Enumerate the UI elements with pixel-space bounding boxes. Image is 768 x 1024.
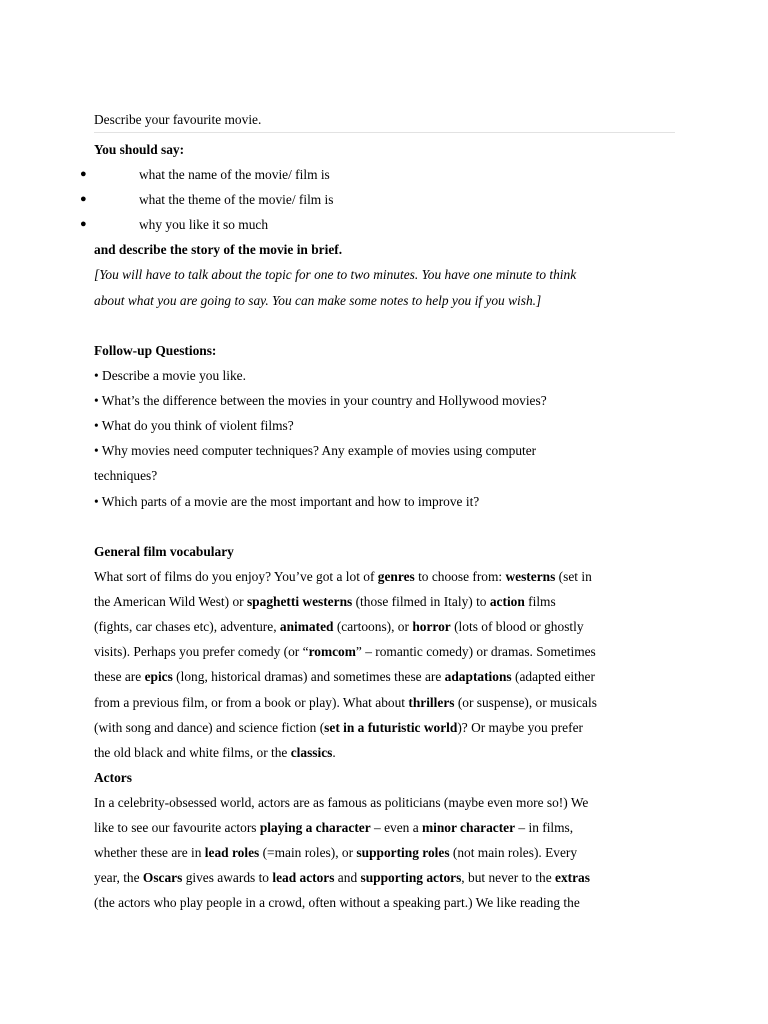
followup-question: • Describe a movie you like. xyxy=(94,368,246,384)
text-run: (or suspense), or musicals xyxy=(454,694,597,710)
vocab-term: set in a futuristic world xyxy=(324,719,458,735)
vocab-term: lead actors xyxy=(272,870,335,886)
text-run: (not main roles). Every xyxy=(449,845,578,861)
followup-heading: Follow-up Questions: xyxy=(94,343,217,358)
text-run: – in films, xyxy=(515,820,574,836)
you-should-say-label: You should say: xyxy=(94,142,185,157)
paragraph-line xyxy=(94,564,675,589)
vocab-term: classics xyxy=(290,744,333,760)
vocab-term: extras xyxy=(555,870,590,886)
vocab-term: animated xyxy=(279,619,334,635)
text-run: What sort of films do you enjoy? You’ve got a lot of xyxy=(94,569,378,585)
bullet-dot-icon: ● xyxy=(80,193,87,206)
vocab-term: supporting roles xyxy=(356,845,450,861)
text-run: (lots of blood or ghostly xyxy=(450,619,584,635)
vocab-term: playing a character xyxy=(259,820,371,836)
instruction-line: about what you are going to say. You can make some notes to help you if you wish.] xyxy=(94,292,542,308)
paragraph-line xyxy=(94,890,675,915)
bullet-dot-icon: ● xyxy=(80,218,87,231)
text-run: (fights, car chases etc), adventure, xyxy=(94,619,280,635)
text-run: (long, historical dramas) and sometimes these are xyxy=(172,669,445,685)
text-run: In a celebrity-obsessed world, actors are as famous as politicians (maybe even more so!) We xyxy=(94,794,589,810)
actors-paragraph xyxy=(94,790,675,915)
vocab-term: horror xyxy=(412,619,451,635)
bullet-item xyxy=(80,162,675,187)
text-run: the old black and white films, or the xyxy=(94,744,291,760)
instruction-line: [You will have to talk about the topic for one to two minutes. You have one minute to think xyxy=(94,267,577,283)
text-run: (set in xyxy=(555,569,592,585)
prompt-title: Describe your favourite movie. xyxy=(94,112,675,133)
vocab-term: spaghetti westerns xyxy=(246,594,353,610)
text-run: whether these are in xyxy=(94,845,205,861)
vocab-term: minor character xyxy=(421,820,516,836)
actors-heading: Actors xyxy=(94,769,132,785)
text-run: films xyxy=(524,594,556,610)
text-run: (cartoons), or xyxy=(333,619,413,635)
text-run: gives awards to xyxy=(182,870,273,886)
vocab-term: epics xyxy=(144,669,173,685)
cue-card xyxy=(80,137,675,313)
bullet-item xyxy=(80,212,675,237)
followup-section xyxy=(94,338,675,514)
bullet-dot-icon: ● xyxy=(80,168,87,181)
text-run: (adapted either xyxy=(511,669,595,685)
text-run: . xyxy=(332,744,336,760)
text-run: these are xyxy=(94,669,145,685)
vocab-paragraph xyxy=(94,564,675,765)
bullet-text: what the name of the movie/ film is xyxy=(139,167,330,183)
text-run: , but never to the xyxy=(461,870,556,886)
paragraph-line xyxy=(94,740,675,765)
vocab-term: action xyxy=(489,594,525,610)
vocab-heading: General film vocabulary xyxy=(94,544,234,559)
bullet-item xyxy=(80,187,675,212)
vocab-term: romcom xyxy=(308,644,356,660)
paragraph-line xyxy=(94,589,675,614)
text-run: visits). Perhaps you prefer comedy (or “ xyxy=(94,644,309,660)
paragraph-line xyxy=(94,690,675,715)
text-run: like to see our favourite actors xyxy=(94,820,260,836)
vocab-section xyxy=(94,539,675,915)
vocab-term: supporting actors xyxy=(360,870,462,886)
followup-question: • What do you think of violent films? xyxy=(94,418,294,434)
text-run: (=main roles), or xyxy=(259,845,357,861)
text-run: the American Wild West) or xyxy=(94,594,247,610)
vocab-term: lead roles xyxy=(204,845,260,861)
paragraph-line xyxy=(94,639,675,664)
paragraph-line xyxy=(94,790,675,815)
followup-question: • Why movies need computer techniques? Any example of movies using computer xyxy=(94,443,537,459)
vocab-term: westerns xyxy=(505,569,556,585)
text-run: – even a xyxy=(370,820,422,836)
text-run: from a previous film, or from a book or play). What about xyxy=(94,694,409,710)
text-run: (those filmed in Italy) to xyxy=(352,594,490,610)
paragraph-line xyxy=(94,865,675,890)
vocab-term: Oscars xyxy=(142,870,183,886)
followup-question: • What’s the difference between the movies in your country and Hollywood movies? xyxy=(94,393,547,409)
paragraph-line xyxy=(94,715,675,740)
paragraph-line xyxy=(94,664,675,689)
text-run: and xyxy=(334,870,361,886)
followup-question: techniques? xyxy=(94,468,158,484)
text-run: (the actors who play people in a crowd, often without a speaking part.) We like reading the xyxy=(94,895,580,911)
paragraph-line xyxy=(94,840,675,865)
followup-question: • Which parts of a movie are the most important and how to improve it? xyxy=(94,493,480,509)
text-run: ” – romantic comedy) or dramas. Sometimes xyxy=(355,644,596,660)
bullet-text: why you like it so much xyxy=(139,217,269,233)
text-run: year, the xyxy=(94,870,143,886)
text-run: )? Or maybe you prefer xyxy=(457,719,583,735)
closing-instruction: and describe the story of the movie in brief. xyxy=(94,242,343,258)
vocab-term: genres xyxy=(377,569,415,585)
paragraph-line xyxy=(94,815,675,840)
text-run: to choose from: xyxy=(414,569,506,585)
vocab-term: thrillers xyxy=(408,694,455,710)
vocab-term: adaptations xyxy=(444,669,512,685)
bullet-text: what the theme of the movie/ film is xyxy=(139,192,334,208)
text-run: (with song and dance) and science fiction ( xyxy=(94,719,325,735)
paragraph-line xyxy=(94,614,675,639)
